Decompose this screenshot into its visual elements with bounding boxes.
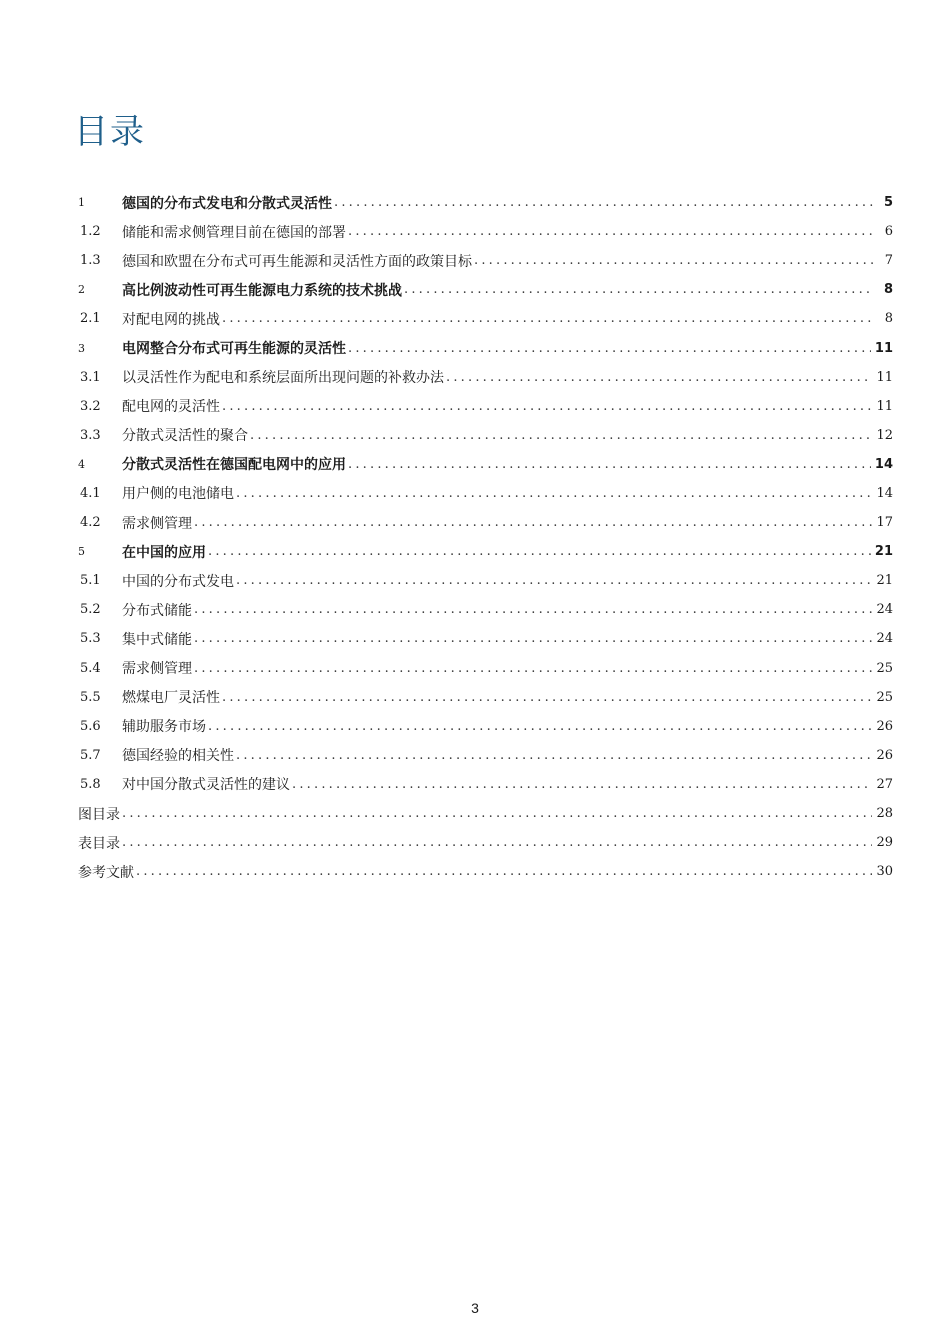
toc-entry-title[interactable]: 德国经验的相关性 (122, 748, 234, 765)
toc-entry-page: 26 (876, 718, 893, 734)
toc-entry-page: 12 (876, 427, 893, 443)
toc-entry-title[interactable]: 高比例波动性可再生能源电力系统的技术挑战 (122, 282, 402, 299)
toc-dot-leader (348, 224, 873, 239)
toc-entry-number: 5.4 (80, 660, 101, 676)
toc-entry-page: 14 (876, 485, 893, 501)
toc-entry[interactable] (78, 188, 893, 217)
toc-entry-page: 11 (874, 340, 893, 356)
toc-entry-title[interactable]: 用户侧的电池储电 (122, 486, 234, 503)
toc-entry-number: 4 (78, 457, 85, 471)
toc-dot-leader (122, 835, 872, 850)
toc-dot-leader (446, 370, 872, 385)
toc-entry[interactable] (78, 304, 893, 333)
toc-entry-title[interactable]: 辅助服务市场 (122, 719, 206, 736)
toc-entry[interactable] (78, 683, 893, 712)
toc-entry-page: 11 (876, 369, 893, 385)
toc-entry-title[interactable]: 分布式储能 (122, 602, 192, 619)
toc-entry-page: 27 (876, 776, 893, 792)
toc-entry-title[interactable]: 参考文献 (78, 864, 134, 881)
toc-entry-title[interactable]: 在中国的应用 (122, 544, 206, 561)
toc-entry[interactable] (78, 624, 893, 653)
toc-entry-number: 4.1 (80, 485, 101, 501)
toc-dot-leader (292, 777, 872, 792)
toc-entry-title[interactable]: 需求侧管理 (122, 661, 192, 678)
page-title: 目录 (74, 112, 146, 152)
toc-dot-leader (136, 864, 872, 879)
toc-entry-number: 4.2 (80, 515, 101, 531)
toc-dot-leader (194, 661, 872, 676)
toc-entry-page: 14 (874, 456, 893, 472)
toc-dot-leader (334, 195, 873, 210)
toc-entry-title[interactable]: 电网整合分布式可再生能源的灵活性 (122, 341, 346, 358)
toc-entry-title[interactable]: 以灵活性作为配电和系统层面所出现问题的补救办法 (122, 370, 444, 387)
toc-entry[interactable] (78, 392, 893, 421)
toc-entry[interactable] (78, 450, 893, 479)
toc-entry-page: 29 (876, 835, 893, 851)
toc-entry-number: 3 (78, 341, 85, 355)
toc-entry-page: 26 (876, 747, 893, 763)
toc-entry[interactable] (78, 537, 893, 566)
toc-entry-number: 5.1 (80, 573, 101, 589)
toc-entry-number: 5.7 (80, 747, 101, 763)
toc-entry-number: 5 (78, 545, 85, 559)
toc-dot-leader (208, 719, 872, 734)
toc-entry-page: 17 (876, 515, 893, 531)
toc-entry[interactable] (78, 595, 893, 624)
toc-entry[interactable] (78, 799, 893, 828)
page-number: 3 (471, 1300, 479, 1316)
toc-dot-leader (194, 602, 872, 617)
toc-entry-page: 21 (876, 573, 893, 589)
toc-entry-number: 5.5 (80, 689, 101, 705)
toc-entry-page: 25 (876, 689, 893, 705)
toc-entry[interactable] (78, 479, 893, 508)
toc-dot-leader (194, 631, 872, 646)
toc-entry-title[interactable]: 对配电网的挑战 (122, 311, 220, 328)
toc-entry[interactable] (78, 857, 893, 886)
toc-entry-title[interactable]: 中国的分布式发电 (122, 573, 234, 590)
toc-entry-title[interactable]: 配电网的灵活性 (122, 399, 220, 416)
toc-entry-title[interactable]: 德国和欧盟在分布式可再生能源和灵活性方面的政策目标 (122, 253, 472, 270)
toc-entry-title[interactable]: 集中式储能 (122, 631, 192, 648)
toc-entry-page: 28 (876, 806, 893, 822)
toc-entry[interactable] (78, 363, 893, 392)
toc-entry[interactable] (78, 275, 893, 304)
toc-dot-leader (122, 806, 872, 821)
toc-dot-leader (348, 457, 871, 472)
toc-entry-page: 5 (883, 195, 893, 211)
toc-entry-page: 25 (876, 660, 893, 676)
toc-dot-leader (222, 690, 872, 705)
toc-entry-title[interactable]: 图目录 (78, 806, 120, 823)
toc-entry-page: 24 (876, 602, 893, 618)
toc-dot-leader (194, 515, 872, 530)
toc-entry[interactable] (78, 741, 893, 770)
toc-dot-leader (404, 282, 873, 297)
toc-entry-title[interactable]: 德国的分布式发电和分散式灵活性 (122, 195, 332, 212)
toc-entry-title[interactable]: 燃煤电厂灵活性 (122, 690, 220, 707)
toc-entry-number: 1 (78, 196, 85, 210)
toc-dot-leader (222, 399, 872, 414)
toc-entry-number: 2 (78, 283, 85, 297)
toc-entry-title[interactable]: 需求侧管理 (122, 515, 192, 532)
toc-entry-number: 1.3 (80, 253, 101, 269)
toc-entry-title[interactable]: 储能和需求侧管理目前在德国的部署 (122, 224, 346, 241)
toc-entry[interactable] (78, 828, 893, 857)
toc-entry-title[interactable]: 分散式灵活性在德国配电网中的应用 (122, 457, 346, 474)
toc-entry[interactable] (78, 508, 893, 537)
toc-entry[interactable] (78, 333, 893, 362)
toc-entry-title[interactable]: 分散式灵活性的聚合 (122, 428, 248, 445)
toc-entry[interactable] (78, 654, 893, 683)
toc-entry-page: 24 (876, 631, 893, 647)
toc-dot-leader (348, 341, 871, 356)
toc-dot-leader (236, 573, 872, 588)
toc-entry-title[interactable]: 对中国分散式灵活性的建议 (122, 777, 290, 794)
toc-dot-leader (474, 253, 873, 268)
toc-entry-number: 5.2 (80, 602, 101, 618)
toc-dot-leader (250, 428, 872, 443)
toc-dot-leader (236, 486, 872, 501)
toc-entry[interactable] (78, 421, 893, 450)
toc-entry-page: 21 (874, 544, 893, 560)
toc-entry-number: 5.3 (80, 631, 101, 647)
toc-entry-number: 5.8 (80, 776, 101, 792)
toc-entry-number: 3.3 (80, 427, 101, 443)
toc-entry-number: 3.1 (80, 369, 101, 385)
toc-dot-leader (236, 748, 872, 763)
toc-entry-page: 8 (884, 311, 893, 327)
toc-entry-page: 11 (876, 398, 893, 414)
toc-dot-leader (222, 311, 873, 326)
toc-entry[interactable] (78, 770, 893, 799)
toc-entry[interactable] (78, 246, 893, 275)
toc-entry-page: 6 (884, 224, 893, 240)
toc-entry[interactable] (78, 712, 893, 741)
table-of-contents (78, 188, 893, 886)
toc-entry-page: 30 (876, 864, 893, 880)
toc-entry-number: 1.2 (80, 224, 101, 240)
toc-entry[interactable] (78, 566, 893, 595)
toc-entry-number: 5.6 (80, 718, 101, 734)
toc-entry-number: 3.2 (80, 398, 101, 414)
toc-entry-number: 2.1 (80, 311, 101, 327)
toc-entry-page: 8 (883, 282, 893, 298)
toc-entry-title[interactable]: 表目录 (78, 835, 120, 852)
toc-entry[interactable] (78, 217, 893, 246)
toc-entry-page: 7 (884, 253, 893, 269)
toc-dot-leader (208, 544, 871, 559)
